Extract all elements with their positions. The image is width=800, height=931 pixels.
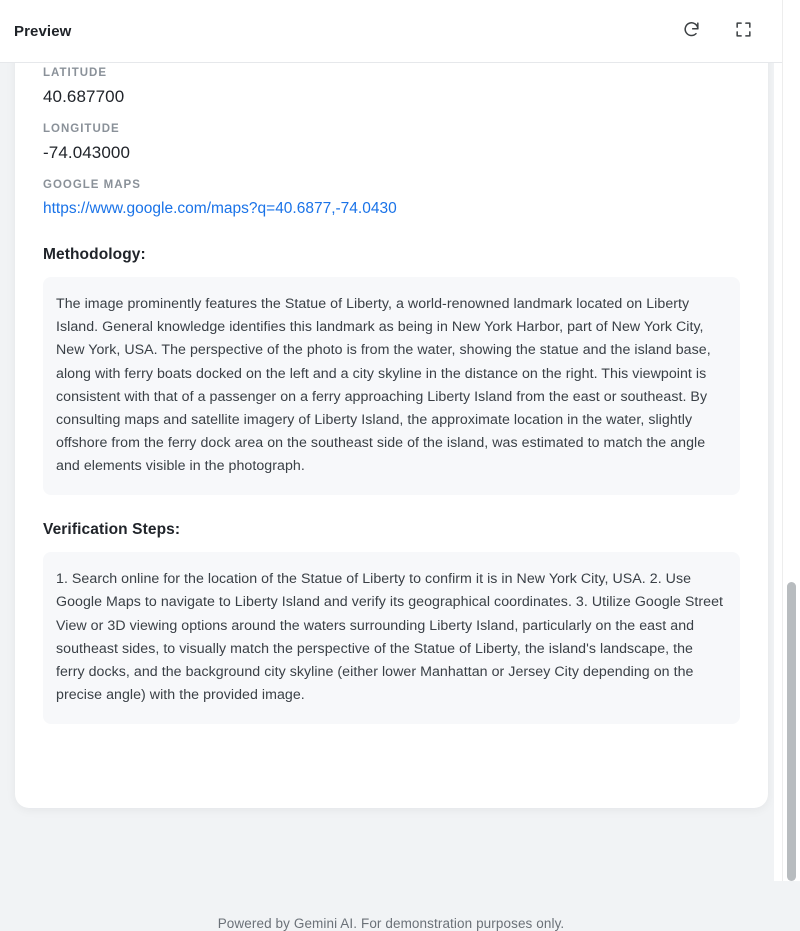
preview-header: [0, 0, 782, 63]
fullscreen-icon: [734, 20, 753, 42]
fullscreen-button[interactable]: [730, 18, 756, 44]
verification-panel: 1. Search online for the location of the Statue of Liberty to confirm it is in New York City, USA. 2. Use Google Maps to navigate to Liberty Island and verify its geographical coordinates. 3. Utilize Google Street View or 3D viewing options around the waters surrounding Liberty Island, particularly on the east and southeast sides, to visually match the perspective of the Statue of Liberty, the island's landscape, the ferry docks, and the background city skyline (either lower Manhattan or Jersey City depending on the precise angle) with the provided image.: [43, 552, 740, 724]
verification-heading: Verification Steps:: [43, 521, 181, 539]
latitude-label: LATITUDE: [43, 67, 108, 79]
refresh-icon: [682, 20, 701, 42]
google-maps-field: [43, 179, 740, 220]
latitude-value: 40.687700: [43, 86, 125, 106]
longitude-field: [43, 123, 740, 165]
preview-scroll-viewport[interactable]: [0, 63, 782, 931]
scrollbar-thumb[interactable]: [787, 582, 796, 881]
methodology-panel: The image prominently features the Statue of Liberty, a world-renowned landmark located on Liberty Island. General knowledge identifies this landmark as being in New York Harbor, part of New York City, New York, USA. The perspective of the photo is from the water, showing the statue and the island base, along with ferry boats docked on the left and a city skyline in the distance on the right. This viewpoint is consistent with that of a passenger on a ferry approaching Liberty Island from the east or southeast. By consulting maps and satellite imagery of Liberty Island, the approximate location in the water, slightly offshore from the ferry dock area on the southeast side of the island, was estimated to match the angle and elements visible in the photograph.: [43, 277, 740, 495]
google-maps-link[interactable]: https://www.google.com/maps?q=40.6877,-74.0430: [43, 199, 397, 217]
vertical-scrollbar[interactable]: [782, 0, 800, 881]
latitude-field: [43, 67, 740, 109]
page-title: Preview: [14, 22, 72, 40]
header-actions: [678, 18, 756, 44]
longitude-label: LONGITUDE: [43, 123, 120, 136]
google-maps-label: GOOGLE MAPS: [43, 179, 141, 192]
refresh-button[interactable]: [678, 18, 704, 44]
footer-note: Powered by Gemini AI. For demonstration purposes only.: [217, 916, 565, 931]
longitude-value: -74.043000: [43, 142, 131, 162]
methodology-heading: Methodology:: [43, 246, 146, 264]
location-result-card: [15, 49, 768, 808]
scrollbar-gutter: [774, 0, 782, 881]
